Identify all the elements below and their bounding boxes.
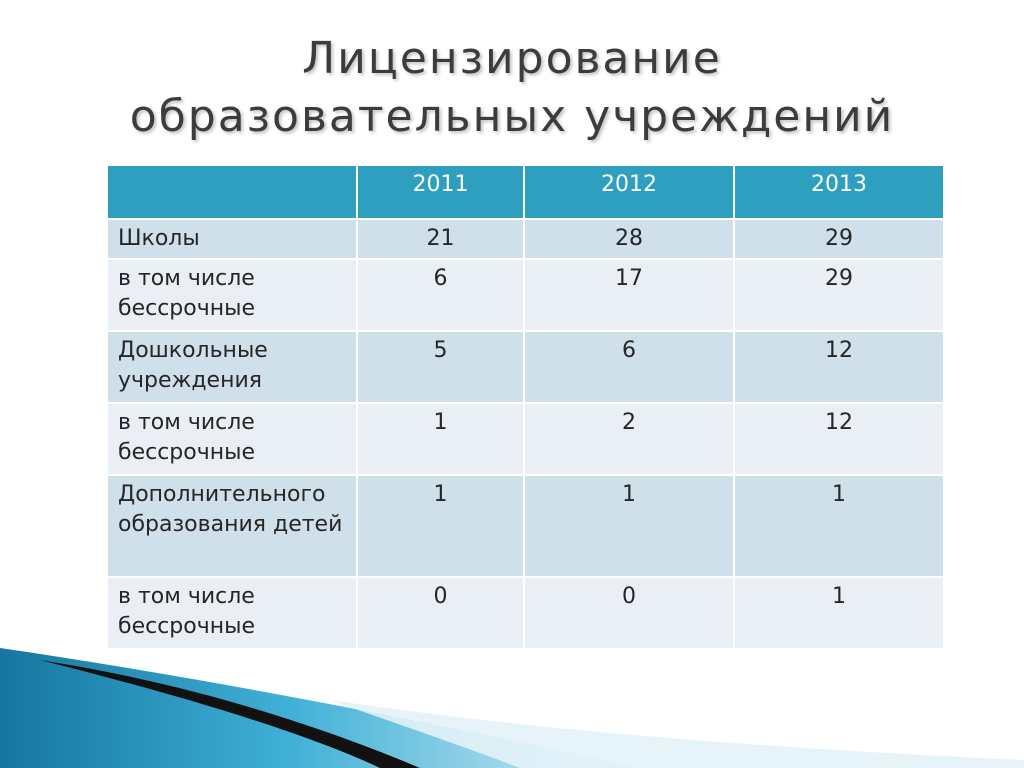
table-row — [108, 404, 945, 476]
cell-value: 6 — [358, 260, 525, 332]
header-cell-2011: 2011 — [358, 166, 525, 220]
cell-value: 12 — [735, 404, 945, 476]
cell-value: 28 — [525, 220, 735, 260]
row-label: в том числе бессрочные — [108, 404, 358, 476]
slide-title — [0, 30, 1024, 146]
row-label: в том числе бессрочные — [108, 578, 358, 650]
row-label: Школы — [108, 220, 358, 260]
table-row — [108, 332, 945, 404]
cell-value: 29 — [735, 220, 945, 260]
cell-value: 6 — [525, 332, 735, 404]
cell-value: 12 — [735, 332, 945, 404]
cell-value: 5 — [358, 332, 525, 404]
table-row — [108, 476, 945, 578]
decorative-wave — [0, 640, 1024, 768]
cell-value: 29 — [735, 260, 945, 332]
table-row — [108, 220, 945, 260]
slide-title-line-1: Лицензирование — [302, 33, 722, 84]
cell-value: 17 — [525, 260, 735, 332]
cell-value: 1 — [735, 476, 945, 578]
table-row — [108, 260, 945, 332]
licensing-table — [108, 166, 945, 650]
cell-value: 1 — [735, 578, 945, 650]
header-cell-2013: 2013 — [735, 166, 945, 220]
cell-value: 2 — [525, 404, 735, 476]
row-label: Дошкольные учреждения — [108, 332, 358, 404]
cell-value: 1 — [525, 476, 735, 578]
header-cell-2012: 2012 — [525, 166, 735, 220]
row-label: Дополнительного образования детей — [108, 476, 358, 578]
cell-value: 21 — [358, 220, 525, 260]
header-cell-empty — [108, 166, 358, 220]
slide-title-line-2: образовательных учреждений — [129, 91, 895, 142]
cell-value: 0 — [525, 578, 735, 650]
cell-value: 1 — [358, 476, 525, 578]
table-header-row — [108, 166, 945, 220]
row-label: в том числе бессрочные — [108, 260, 358, 332]
cell-value: 1 — [358, 404, 525, 476]
cell-value: 0 — [358, 578, 525, 650]
